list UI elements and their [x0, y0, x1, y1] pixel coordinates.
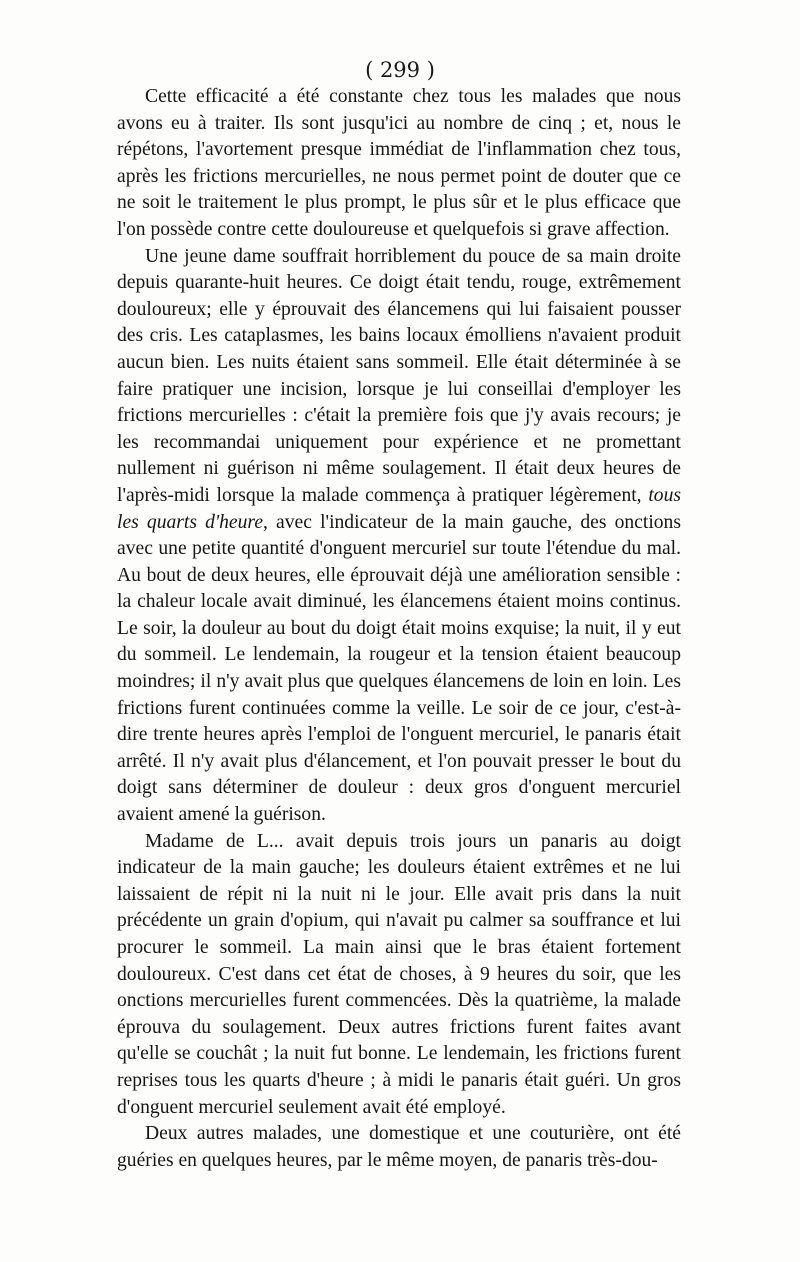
paragraph-2 — [117, 244, 681, 829]
page-number: ( 299 ) — [365, 58, 435, 82]
paragraph-2-text-before: Une jeune dame souffrait horriblement du pouce de sa main droite depuis quarante-huit heures. Ce doigt était tendu, rouge, extrêmement douloureux; elle y éprouvait des élancemens qui lui faisaient pousser des cris. Les cataplasmes, les bains locaux émolliens n'avaient produit aucun bien. Les nuits étaient sans sommeil. Elle était déterminée à se faire pratiquer une incision, lorsque je lui conseillai d'employer les frictions mercurielles : c'était la première fois que j'y avais recours; je les recommandai uniquement pour expérience et ne promettant nullement ni guérison ni même soulagement. Il était deux heures de l'après-midi lorsque la malade commença à pratiquer légèrement, — [117, 245, 681, 506]
paragraph-2-emphasis: tous les quarts d'heure — [117, 484, 681, 533]
paragraph-2-text-after: , avec l'indicateur de la main gauche, des onctions avec une petite quantité d'onguent mercuriel sur toute l'étendue du mal. Au bout de deux heures, elle éprouvait déjà une amélioration sensible : la chaleur locale avait diminué, les élancemens étaient moins continus. Le soir, la douleur au bout du doigt était moins exquise; la nuit, il y eut du sommeil. Le lendemain, la rougeur et la tension étaient beaucoup moindres; il n'y avait plus que quelques élancemens de loin en loin. Les frictions furent continuées comme la veille. Le soir de ce jour, c'est-à-dire trente heures après l'emploi de l'onguent mercuriel, le panaris était arrêté. Il n'y avait plus d'élancement, et l'on pouvait presser le bout du doigt sans déterminer de douleur : deux gros d'onguent mercuriel avaient amené la guérison. — [117, 511, 681, 826]
paragraph-4: Deux autres malades, une domestique et une couturière, ont été guéries en quelques heures, par le même moyen, de panaris très-dou- — [117, 1123, 681, 1171]
paragraph-1: Cette efficacité a été constante chez tous les malades que nous avons eu à traiter. Ils sont jusqu'ici au nombre de cinq ; et, nous le répétons, l'avortement presque immédiat de l'inflammation chez tous, après les frictions mercurielles, ne nous permet point de douter que ce ne soit le traitement le plus prompt, le plus sûr et le plus efficace que l'on possède contre cette douloureuse et quelquefois si grave affection. — [117, 86, 681, 240]
body-text — [117, 84, 681, 1174]
paragraph-3: Madame de L... avait depuis trois jours un panaris au doigt indicateur de la main gauche; les douleurs étaient extrêmes et ne lui laissaient de répit ni la nuit ni le jour. Elle avait pris dans la nuit précédente un grain d'opium, qui n'avait pu calmer sa souffrance et lui procurer le sommeil. La main ainsi que le bras étaient fortement douloureux. C'est dans cet état de choses, à 9 heures du soir, que les onctions mercurielles furent commencées. Dès la quatrième, la malade éprouva du soulagement. Deux autres frictions furent faites avant qu'elle se couchât ; la nuit fut bonne. Le lendemain, les frictions furent reprises tous les quarts d'heure ; à midi le panaris était guéri. Un gros d'onguent mercuriel seulement avait été employé. — [117, 830, 681, 1118]
